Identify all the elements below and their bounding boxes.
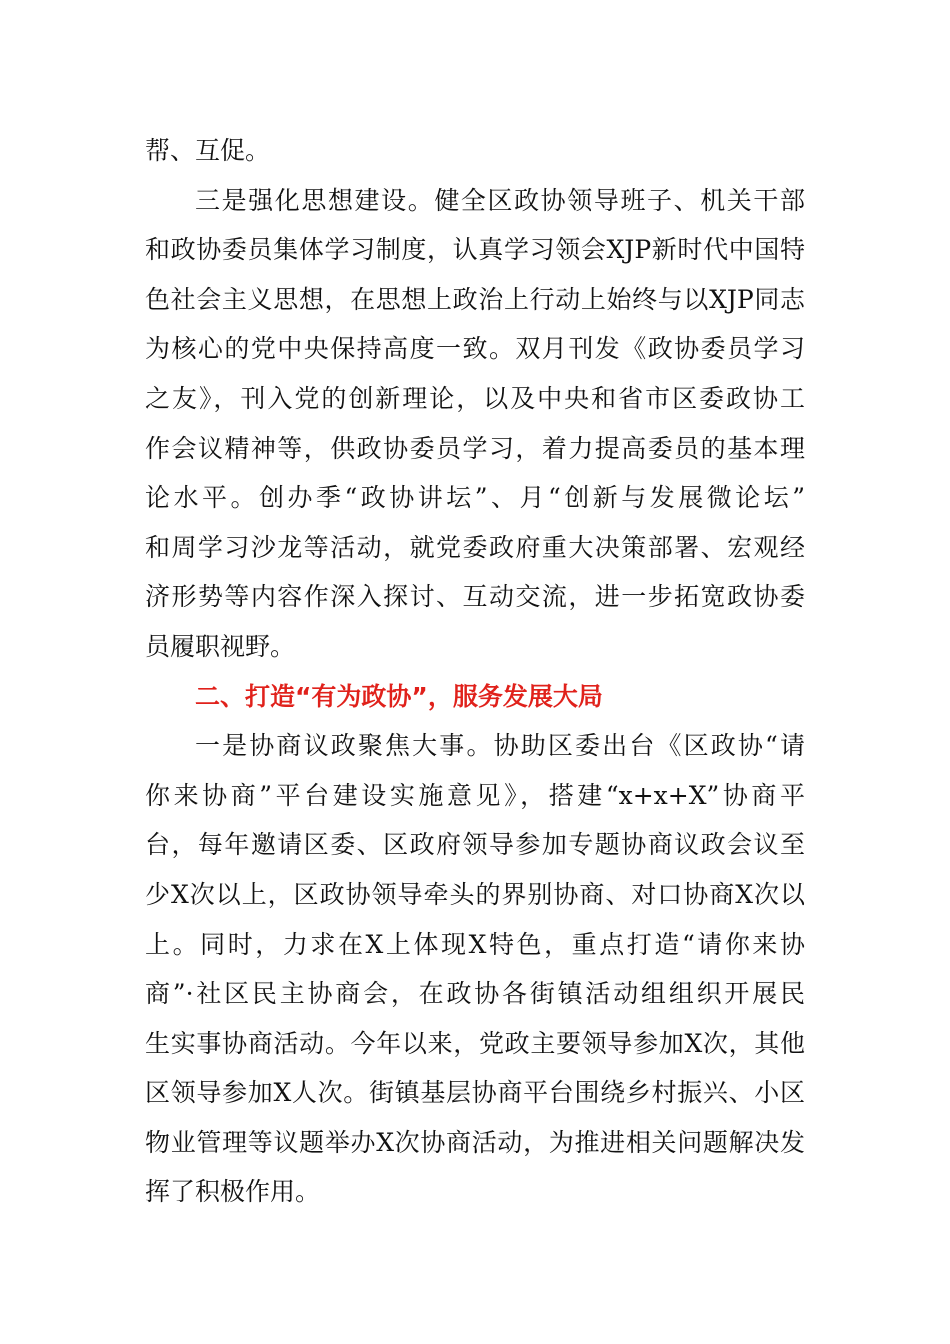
paragraph-line: 商”·社区民主协商会，在政协各街镇活动组组织开展民 (145, 979, 805, 1009)
paragraph-line: 为核心的党中央保持高度一致。双月刊发《政协委员学习 (145, 334, 805, 364)
paragraph-line: 上。同时，力求在X上体现X特色，重点打造“请你来协 (145, 929, 805, 959)
paragraph-line: 之友》，刊入党的创新理论，以及中央和省市区委政协工 (145, 383, 805, 413)
paragraph-line: 少X次以上，区政协领导牵头的界别协商、对口协商X次以 (145, 879, 805, 909)
paragraph-line: 论水平。创办季“政协讲坛”、月“创新与发展微论坛” (145, 483, 805, 513)
paragraph-line: 济形势等内容作深入探讨、互动交流，进一步拓宽政协委 (145, 582, 805, 612)
paragraph-line: 你来协商”平台建设实施意见》，搭建“x+x+X”协商平 (145, 780, 805, 810)
paragraph-line: 生实事协商活动。今年以来，党政主要领导参加X次，其他 (145, 1028, 805, 1058)
paragraph-line: 挥了积极作用。 (145, 1177, 321, 1207)
paragraph-line: 帮、互促。 (145, 136, 271, 165)
paragraph-line: 台，每年邀请区委、区政府领导参加专题协商议政会议至 (145, 830, 805, 860)
paragraph-line: 和政协委员集体学习制度，认真学习领会XJP新时代中国特 (145, 235, 805, 265)
paragraph-line: 员履职视野。 (145, 631, 296, 661)
document-page (145, 126, 805, 1217)
paragraph-line: 物业管理等议题举办X次协商活动，为推进相关问题解决发 (145, 1127, 805, 1157)
paragraph-line: 色社会主义思想，在思想上政治上行动上始终与以XJP同志 (145, 284, 805, 314)
paragraph-line: 一是协商议政聚焦大事。协助区委出台《区政协“请 (195, 731, 805, 761)
section-heading: 二、打造“有为政协”，服务发展大局 (195, 681, 603, 711)
paragraph-line: 作会议精神等，供政协委员学习，着力提高委员的基本理 (145, 433, 805, 463)
paragraph-line: 三是强化思想建设。健全区政协领导班子、机关干部 (195, 185, 805, 215)
paragraph-line: 和周学习沙龙等活动，就党委政府重大决策部署、宏观经 (145, 532, 805, 562)
paragraph-line: 区领导参加X人次。街镇基层协商平台围绕乡村振兴、小区 (145, 1078, 805, 1108)
